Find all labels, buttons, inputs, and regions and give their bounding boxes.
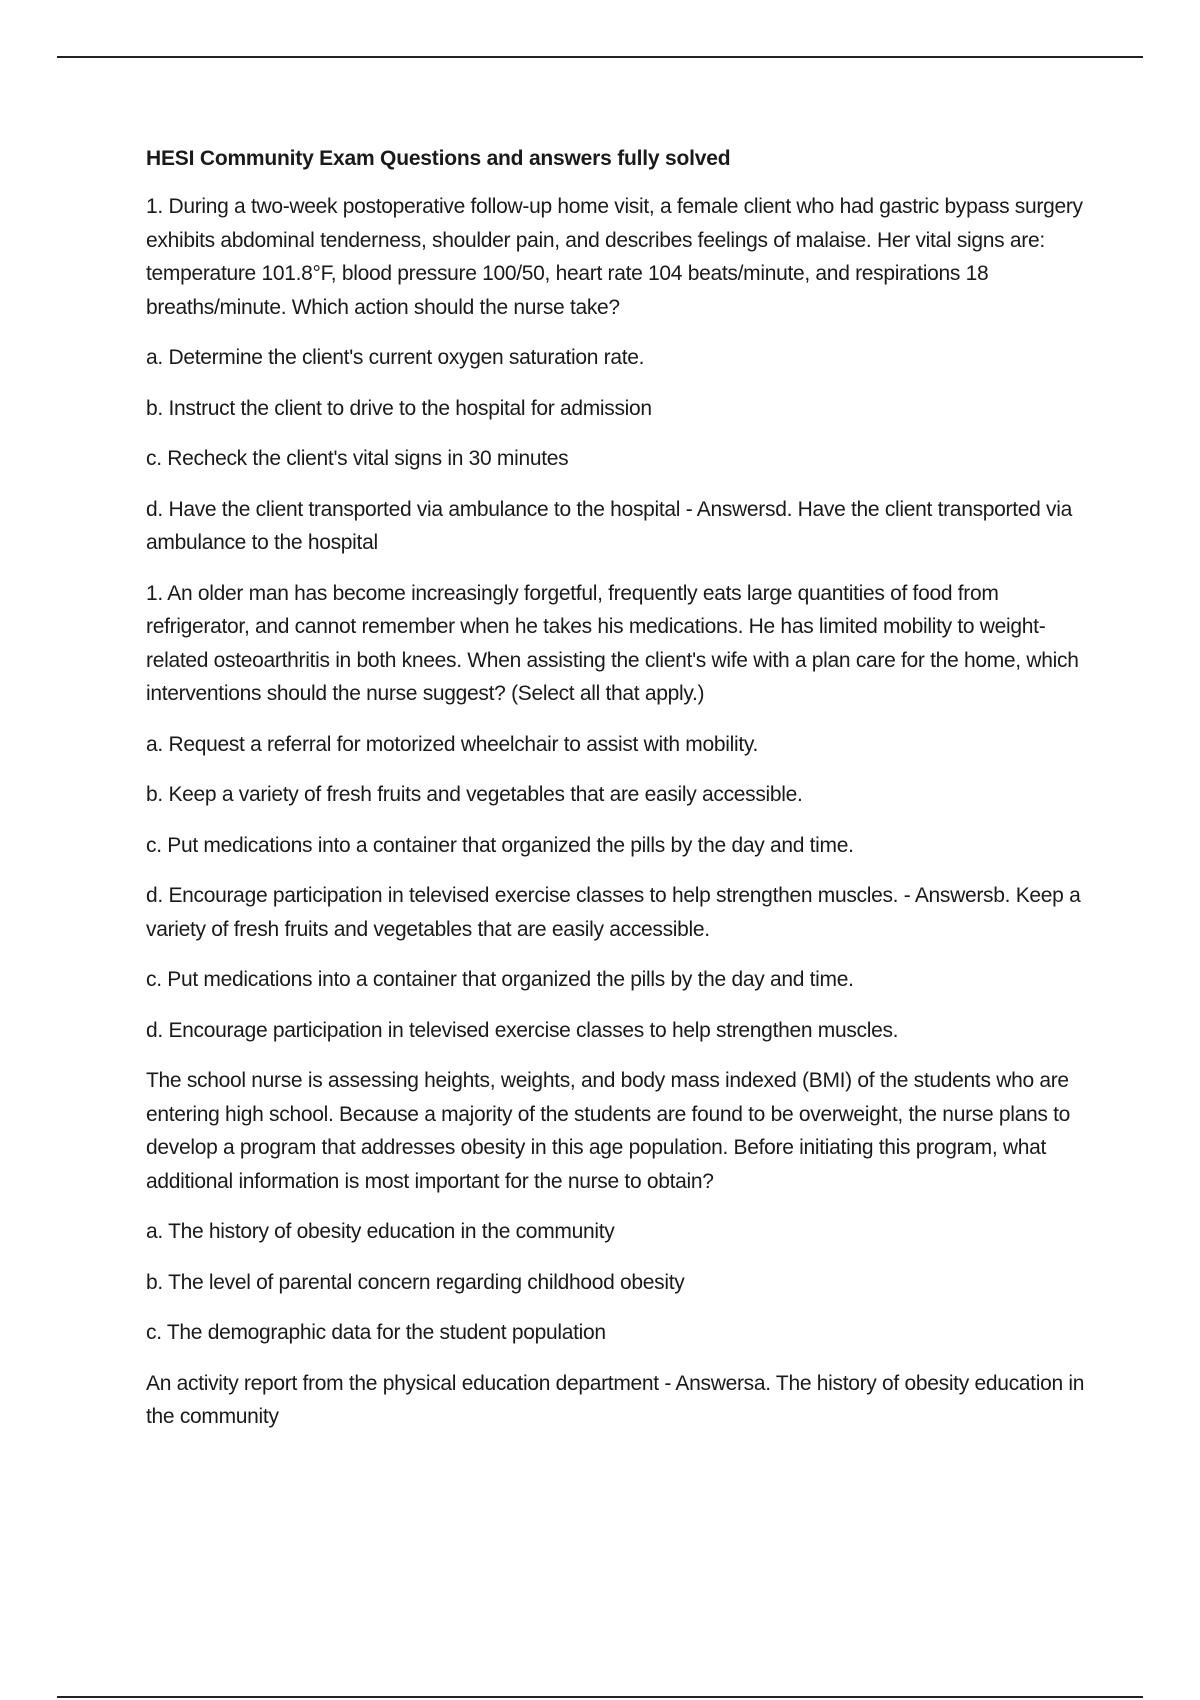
question-3-option-a: a. The history of obesity education in the community — [146, 1220, 615, 1243]
question-3-option-d-answer: An activity report from the physical education department - Answersa. The history of obesity education in the community — [146, 1371, 1085, 1428]
question-2-option-d-answer: d. Encourage participation in televised exercise classes to help strengthen muscles. - Answersb. Keep a variety of fresh fruits and vegetables that are easily accessible. — [146, 884, 1081, 941]
question-2-answer-c: c. Put medications into a container that organized the pills by the day and time. — [146, 968, 854, 991]
question-1-option-d-answer: d. Have the client transported via ambulance to the hospital - Answersd. Have the client transported via ambulance to the hospital — [146, 497, 1072, 554]
question-1-option-c: c. Recheck the client's vital signs in 30 minutes — [146, 447, 569, 470]
question-1-option-a: a. Determine the client's current oxygen saturation rate. — [146, 346, 645, 369]
question-2-option-c: c. Put medications into a container that organized the pills by the day and time. — [146, 833, 854, 857]
question-3-option-b: b. The level of parental concern regarding childhood obesity — [146, 1270, 685, 1294]
question-2-option-b: b. Keep a variety of fresh fruits and vegetables that are easily accessible. — [146, 783, 803, 806]
question-2-answer-d: d. Encourage participation in televised exercise classes to help strengthen muscles. — [146, 1018, 899, 1042]
question-1-stem: 1. During a two-week postoperative follow-up home visit, a female client who had gastric bypass surgery exhibits abdominal tenderness, shoulder pain, and describes feelings of malaise. Her vital signs are: temperature 101.8°F, blood pressure 100/50, heart rate 104 beats/minute, and respirations 18 breaths/minute. Which action should the nurse take? — [146, 195, 1083, 319]
question-2-stem: 1. An older man has become increasingly forgetful, frequently eats large quantities of food from refrigerator, and cannot remember when he takes his medications. He has limited mobility to weight-related osteoarthritis in both knees. When assisting the client's wife with a plan care for the home, which interventions should the nurse suggest? (Select all that apply.) — [146, 581, 1079, 705]
question-2-option-a: a. Request a referral for motorized wheelchair to assist with mobility. — [146, 732, 759, 756]
footer-rule — [57, 1696, 1143, 1698]
document-body — [146, 145, 1086, 1451]
question-3-stem: The school nurse is assessing heights, weights, and body mass indexed (BMI) of the students who are entering high school. Because a majority of the students are found to be overweight, the nurse plans to develop a program that addresses obesity in this age population. Before initiating this program, what additional information is most important for the nurse to obtain? — [146, 1069, 1071, 1193]
document-title: HESI Community Exam Questions and answers fully solved — [146, 147, 731, 170]
question-1-option-b: b. Instruct the client to drive to the hospital for admission — [146, 396, 652, 420]
header-rule — [57, 56, 1143, 58]
question-3-option-c: c. The demographic data for the student population — [146, 1321, 606, 1344]
